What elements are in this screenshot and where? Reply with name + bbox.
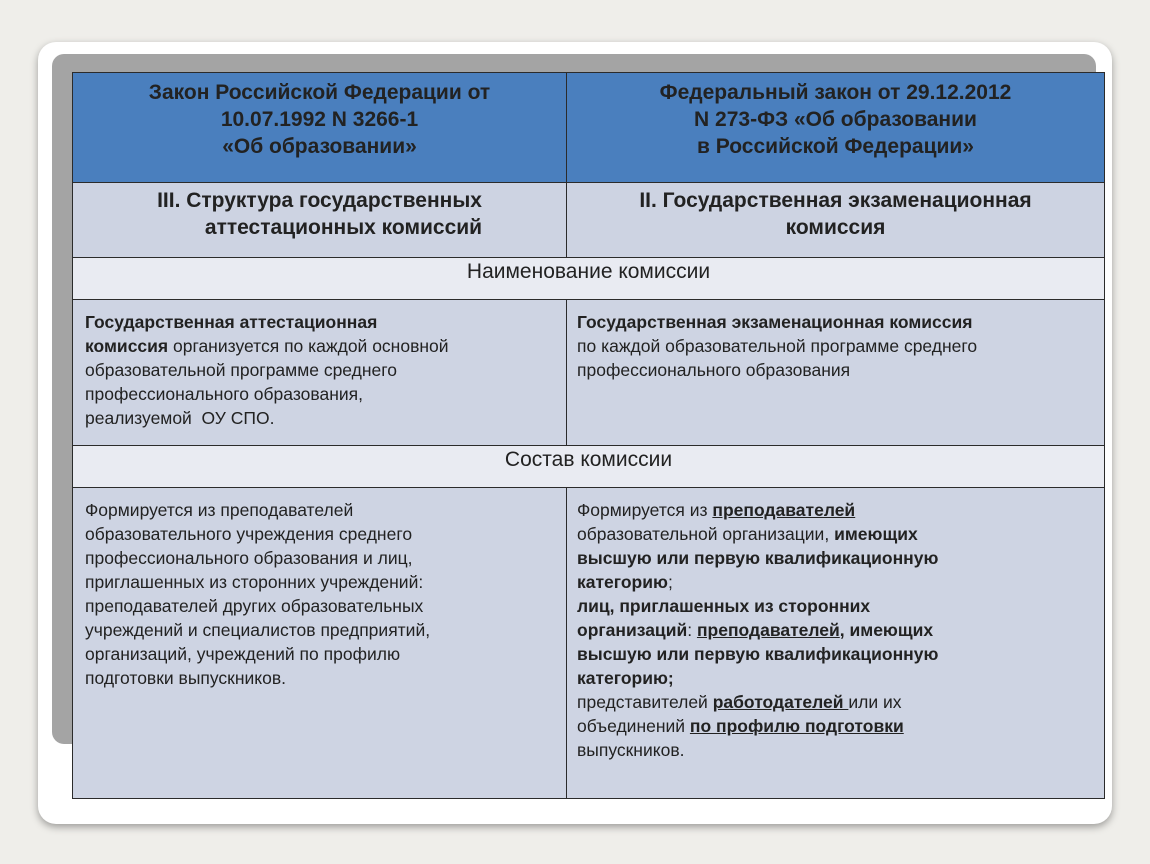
composition-left-line-1: Формируется из преподавателей bbox=[85, 500, 354, 520]
section-composition-row bbox=[73, 446, 1105, 488]
composition-content-row bbox=[73, 488, 1105, 799]
name-left-cell bbox=[73, 300, 567, 446]
composition-right-l9b: работодателей bbox=[712, 692, 849, 712]
composition-right-l4a: категорию bbox=[577, 572, 668, 592]
composition-right-l2a: образовательной организации, bbox=[577, 524, 835, 544]
composition-left-line-6: учреждений и специалистов предприятий, bbox=[85, 620, 431, 640]
composition-left-line-8: подготовки выпускников. bbox=[85, 668, 287, 688]
composition-right-l10b: по профилю подготовки bbox=[689, 716, 904, 736]
name-left-bold-1: Государственная аттестационная bbox=[85, 312, 378, 332]
subheader-right-line-1: II. Государственная экзаменационная bbox=[639, 189, 1032, 212]
header-left-line-1: Закон Российской Федерации от bbox=[148, 81, 491, 104]
subheader-left bbox=[73, 183, 567, 258]
composition-right-l3: высшую или первую квалификационную bbox=[577, 548, 939, 568]
composition-left-line-7: организаций, учреждений по профилю bbox=[85, 644, 401, 664]
section-name-row bbox=[73, 258, 1105, 300]
composition-right-l4b: ; bbox=[667, 572, 673, 592]
name-left-text-1: организуется по каждой основной bbox=[168, 336, 449, 356]
composition-right-cell bbox=[567, 488, 1105, 799]
composition-left-cell bbox=[73, 488, 567, 799]
composition-right-l5: лиц, приглашенных из сторонних bbox=[577, 596, 871, 616]
composition-right-l11: выпускников. bbox=[577, 740, 685, 760]
header-left-line-2: 10.07.1992 N 3266-1 bbox=[220, 108, 419, 131]
composition-left-line-2: образовательного учреждения среднего bbox=[85, 524, 413, 544]
composition-right-l6a: организаций bbox=[577, 620, 688, 640]
composition-right-l2b: имеющих bbox=[834, 524, 918, 544]
comparison-table bbox=[72, 72, 1105, 799]
composition-left-line-5: преподавателей других образовательных bbox=[85, 596, 424, 616]
subheader-right-line-2: комиссия bbox=[785, 216, 886, 239]
name-left-bold-2: комиссия bbox=[85, 336, 169, 356]
composition-right-l10a: объединений bbox=[577, 716, 690, 736]
header-right-line-2: N 273-ФЗ «Об образовании bbox=[694, 108, 977, 131]
name-right-bold-1: Государственная экзаменационная комиссия bbox=[577, 312, 973, 332]
composition-right-l6d: , имеющих bbox=[839, 620, 934, 640]
name-content-row bbox=[73, 300, 1105, 446]
composition-right-l1a: Формируется из bbox=[577, 500, 713, 520]
name-left-text-2: образовательной программе среднего bbox=[85, 360, 397, 380]
name-right-cell bbox=[567, 300, 1105, 446]
header-row bbox=[73, 73, 1105, 183]
composition-right-l6c: преподавателей bbox=[696, 620, 840, 640]
name-left-text-4: реализуемой ОУ СПО. bbox=[85, 408, 275, 428]
composition-right-l9a: представителей bbox=[577, 692, 713, 712]
subheader-right bbox=[567, 183, 1105, 258]
subheader-left-line-2: аттестационных комиссий bbox=[204, 216, 483, 239]
header-law-2012 bbox=[567, 73, 1105, 183]
composition-right-l7: высшую или первую квалификационную bbox=[577, 644, 939, 664]
section-title-name: Наименование комиссии bbox=[73, 258, 1105, 300]
name-left-text-3: профессионального образования, bbox=[85, 384, 363, 404]
composition-right-l8: категорию; bbox=[577, 668, 674, 688]
composition-right-l1b: преподавателей bbox=[712, 500, 856, 520]
subheader-left-line-1: III. Структура государственных bbox=[157, 189, 482, 212]
name-right-text-2: профессионального образования bbox=[577, 360, 851, 380]
subheader-row bbox=[73, 183, 1105, 258]
section-title-composition: Состав комиссии bbox=[73, 446, 1105, 488]
composition-left-line-4: приглашенных из сторонних учреждений: bbox=[85, 572, 424, 592]
header-left-line-3: «Об образовании» bbox=[222, 135, 417, 158]
name-right-text-1: по каждой образовательной программе среднего bbox=[577, 336, 978, 356]
header-right-line-1: Федеральный закон от 29.12.2012 bbox=[659, 81, 1012, 104]
header-right-line-3: в Российской Федерации» bbox=[697, 135, 974, 158]
composition-left-line-3: профессионального образования и лиц, bbox=[85, 548, 413, 568]
composition-right-l9c: или их bbox=[848, 692, 902, 712]
composition-right-l6b: : bbox=[687, 620, 697, 640]
header-law-1992 bbox=[73, 73, 567, 183]
